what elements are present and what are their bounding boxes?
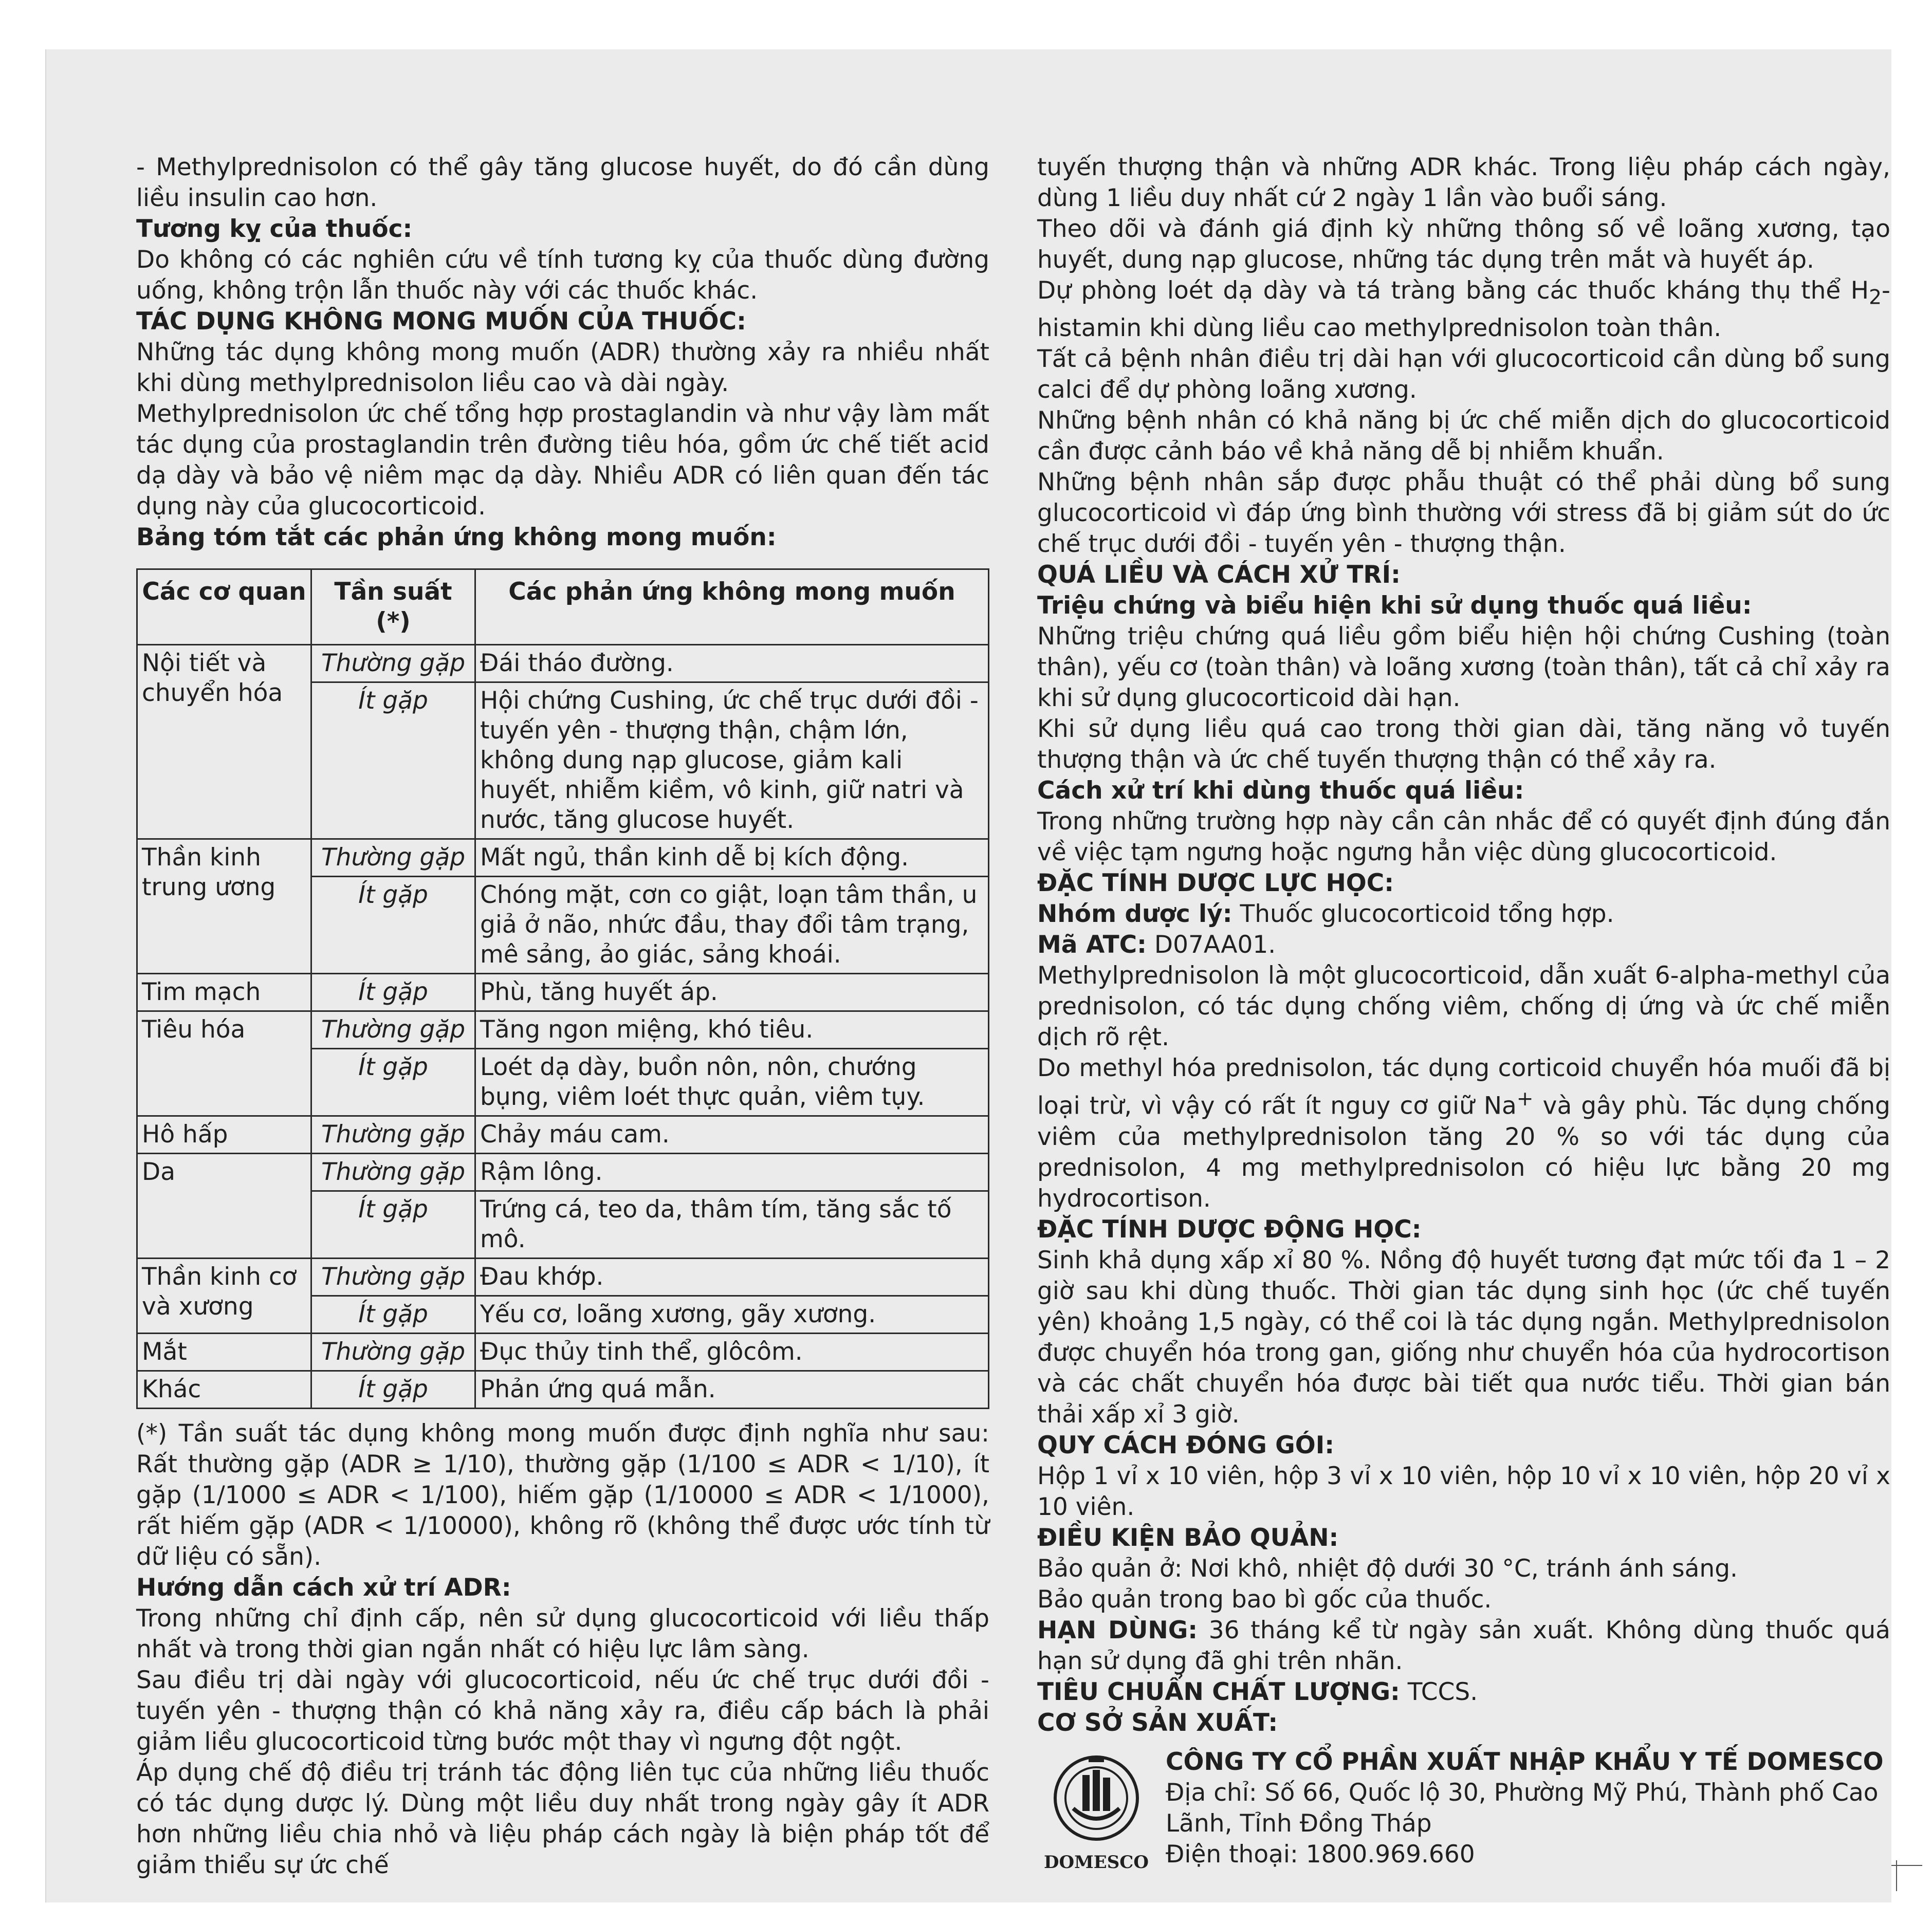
frequency-cell: Ít gặp	[311, 1191, 475, 1259]
table-row	[137, 645, 989, 682]
paragraph-management-1: Trong những chỉ định cấp, nên sử dụng glucocorticoid với liều thấp nhất và trong thời gian ngắn nhất có hiệu lực lâm sàng.	[136, 1604, 989, 1663]
frequency-cell: Thường gặp	[311, 1116, 475, 1154]
effect-cell: Mất ngủ, thần kinh dễ bị kích động.	[475, 839, 989, 877]
frequency-cell: Ít gặp	[311, 974, 475, 1011]
quality-standard-value: TCCS.	[1400, 1678, 1478, 1707]
frequency-cell: Thường gặp	[311, 1259, 475, 1296]
frequency-cell: Thường gặp	[311, 645, 475, 682]
text-part: Dự phòng loét dạ dày và tá tràng bằng các thuốc kháng thụ thể H	[1037, 276, 1869, 305]
organ-cell: Da	[137, 1154, 311, 1259]
organ-cell: Thần kinh trung ương	[137, 839, 311, 974]
effect-cell: Chảy máu cam.	[475, 1116, 989, 1154]
subscript-2: 2	[1869, 286, 1882, 309]
text-part: -histamin khi dùng liều cao methylprednisolon toàn thân.	[1037, 276, 1890, 343]
frequency-cell: Thường gặp	[311, 1011, 475, 1049]
paragraph-management-2: Sau điều trị dài ngày với glucocorticoid, nếu ức chế trục dưới đồi - tuyến yên - thượng thận có khả năng xảy ra, điều cấp bách là phải giảm liều glucocorticoid từng bước một thay vì ngưng đột ngột.	[136, 1666, 989, 1756]
effect-cell: Đục thủy tinh thể, glôcôm.	[475, 1334, 989, 1371]
left-column	[136, 152, 989, 1881]
frequency-cell: Thường gặp	[311, 1154, 475, 1191]
table-row	[137, 839, 989, 877]
heading-pharmacokinetics: ĐẶC TÍNH DƯỢC ĐỘNG HỌC:	[1037, 1215, 1422, 1244]
paragraph-adr-2: Methylprednisolon ức chế tổng hợp prostaglandin và như vậy làm mất tác dụng của prostaglandin trên đường tiêu hóa, gồm ức chế tiết acid dạ dày và bảo vệ niêm mạc dạ dày. Nhiều ADR có liên quan đến tác dụng này của glucocorticoid.	[136, 400, 989, 521]
paragraph-insulin: - Methylprednisolon có thể gây tăng glucose huyết, do đó cần dùng liều insulin cao hơn.	[136, 153, 989, 212]
crop-mark-icon	[1891, 1860, 1922, 1891]
organ-cell: Khác	[137, 1371, 311, 1409]
table-row	[137, 1371, 989, 1409]
effect-cell: Phù, tăng huyết áp.	[475, 974, 989, 1011]
effect-cell: Hội chứng Cushing, ức chế trục dưới đồi - tuyến yên - thượng thận, chậm lớn, không dung nạp glucose, giảm kali huyết, nhiễm kiềm, vô kinh, giữ natri và nước, tăng glucose huyết.	[475, 682, 989, 839]
organ-cell: Thần kinh cơ và xương	[137, 1259, 311, 1334]
leaflet-sheet	[45, 49, 1891, 1902]
table-header-row	[137, 569, 989, 645]
table-row	[137, 1259, 989, 1296]
paragraph-infection: Những bệnh nhân có khả năng bị ức chế miễn dịch do glucocorticoid cần được cảnh báo về khả năng dễ bị nhiễm khuẩn.	[1037, 406, 1890, 466]
frequency-cell: Ít gặp	[311, 682, 475, 839]
manufacturer-block	[1037, 1747, 1890, 1875]
organ-cell: Tiêu hóa	[137, 1011, 311, 1116]
adr-table	[136, 568, 989, 1409]
heading-adr-table: Bảng tóm tắt các phản ứng không mong muốn:	[136, 523, 777, 551]
table-footnote: (*) Tần suất tác dụng không mong muốn được định nghĩa như sau: Rất thường gặp (ADR ≥ 1/10), thường gặp (1/100 ≤ ADR < 1/10), ít gặp (1/1000 ≤ ADR < 1/100), hiếm gặp (1/10000 ≤ ADR < 1/1000), rất hiếm gặp (ADR < 1/10000), không rõ (không thể được ước tính từ dữ liệu có sẵn).	[136, 1419, 989, 1571]
text-part: Do methyl hóa prednisolon, tác dụng corticoid chuyển hóa muối đã bị loại trừ, vì vậy có rất ít nguy cơ giữ Na	[1037, 1054, 1890, 1121]
company-address: Địa chỉ: Số 66, Quốc lộ 30, Phường Mỹ Phú, Thành phố Cao Lãnh, Tỉnh Đồng Tháp	[1166, 1779, 1879, 1838]
expiry-label: HẠN DÙNG:	[1037, 1616, 1198, 1645]
paragraph-surgery: Những bệnh nhân sắp được phẫu thuật có thể phải dùng bổ sung glucocorticoid vì đáp ứng bình thường với stress đã bị giảm sút do ức chế trục dưới đồi - tuyến yên - thượng thận.	[1037, 468, 1890, 559]
table-row	[137, 1011, 989, 1049]
drug-group-value: Thuốc glucocorticoid tổng hợp.	[1232, 900, 1614, 929]
heading-packaging: QUY CÁCH ĐÓNG GÓI:	[1037, 1431, 1334, 1460]
frequency-cell: Ít gặp	[311, 1296, 475, 1334]
effect-cell: Đái tháo đường.	[475, 645, 989, 682]
frequency-cell: Ít gặp	[311, 1049, 475, 1116]
paragraph-overdose-treatment: Trong những trường hợp này cần cân nhắc để có quyết định đúng đắn về việc tạm ngưng hoặc ngưng hẳn việc dùng glucocorticoid.	[1037, 807, 1890, 867]
organ-cell: Mắt	[137, 1334, 311, 1371]
effect-cell: Trứng cá, teo da, thâm tím, tăng sắc tố mô.	[475, 1191, 989, 1259]
column-header-organ: Các cơ quan	[137, 569, 311, 645]
manufacturer-info	[1166, 1747, 1890, 1870]
company-phone: Điện thoại: 1800.969.660	[1166, 1840, 1475, 1869]
table-row	[137, 1154, 989, 1191]
table-row	[137, 1334, 989, 1371]
paragraph-pharmacokinetics: Sinh khả dụng xấp xỉ 80 %. Nồng độ huyết tương đạt mức tối đa 1 – 2 giờ sau khi dùng thuốc. Thời gian tác dụng sinh học (ức chế tuyến yên) khoảng 1,5 ngày, có thể coi là tác dụng ngắn. Methylprednisolon được chuyển hóa trong gan, giống như chuyển hóa của hydrocortison và các chất chuyển hóa được bài tiết qua nước tiểu. Thời gian bán thải xấp xỉ 3 giờ.	[1037, 1246, 1890, 1429]
frequency-cell: Thường gặp	[311, 1334, 475, 1371]
paragraph-quality-standard	[1037, 1677, 1890, 1708]
paragraph-drug-group	[1037, 899, 1890, 930]
paragraph-expiry	[1037, 1615, 1890, 1677]
domesco-logo	[1037, 1747, 1155, 1875]
paragraph-monitoring: Theo dõi và đánh giá định kỳ những thông số về loãng xương, tạo huyết, dung nạp glucose, những tác dụng trên mắt và huyết áp.	[1037, 215, 1890, 274]
frequency-cell: Ít gặp	[311, 877, 475, 974]
paragraph-pharmacodynamics-2	[1037, 1053, 1890, 1214]
table-row	[137, 974, 989, 1011]
heading-manufacturer: CƠ SỞ SẢN XUẤT:	[1037, 1709, 1278, 1737]
paragraph-management-3: Áp dụng chế độ điều trị tránh tác động liên tục của những liều thuốc có tác dụng dược lý. Dùng một liều duy nhất trong ngày gây ít ADR hơn những liều chia nhỏ và liệu pháp cách ngày là biện pháp tốt để giảm thiểu sự ức chế	[136, 1759, 989, 1879]
frequency-cell: Ít gặp	[311, 1371, 475, 1409]
paragraph-symptoms-2: Khi sử dụng liều quá cao trong thời gian dài, tăng năng vỏ tuyến thượng thận và ức chế tuyến thượng thận có thể xảy ra.	[1037, 715, 1890, 774]
drug-group-label: Nhóm dược lý:	[1037, 900, 1232, 929]
effect-cell: Tăng ngon miệng, khó tiêu.	[475, 1011, 989, 1049]
organ-cell: Nội tiết và chuyển hóa	[137, 645, 311, 839]
effect-cell: Rậm lông.	[475, 1154, 989, 1191]
effect-cell: Phản ứng quá mẫn.	[475, 1371, 989, 1409]
expiry-value: 36 tháng kể từ ngày sản xuất. Không dùng thuốc quá hạn sử dụng đã ghi trên nhãn.	[1037, 1616, 1890, 1676]
paragraph-packaging: Hộp 1 vỉ x 10 viên, hộp 3 vỉ x 10 viên, hộp 10 vỉ x 10 viên, hộp 20 vỉ x 10 viên.	[1037, 1462, 1890, 1522]
logo-wordmark: DOMESCO	[1044, 1852, 1149, 1873]
heading-overdose-treatment: Cách xử trí khi dùng thuốc quá liều:	[1037, 776, 1524, 805]
column-header-effects: Các phản ứng không mong muốn	[475, 569, 989, 645]
heading-pharmacodynamics: ĐẶC TÍNH DƯỢC LỰC HỌC:	[1037, 869, 1394, 898]
effect-cell: Loét dạ dày, buồn nôn, nôn, chướng bụng, viêm loét thực quản, viêm tụy.	[475, 1049, 989, 1116]
organ-cell: Tim mạch	[137, 974, 311, 1011]
column-header-frequency: Tần suất (*)	[311, 569, 475, 645]
frequency-cell: Thường gặp	[311, 839, 475, 877]
atc-label: Mã ATC:	[1037, 931, 1147, 959]
heading-adverse-effects: TÁC DỤNG KHÔNG MONG MUỐN CỦA THUỐC:	[136, 307, 746, 336]
heading-adr-management: Hướng dẫn cách xử trí ADR:	[136, 1574, 511, 1602]
heading-overdose: QUÁ LIỀU VÀ CÁCH XỬ TRÍ:	[1037, 561, 1401, 589]
quality-standard-label: TIÊU CHUẨN CHẤT LƯỢNG:	[1037, 1678, 1400, 1707]
paragraph-tuong-ky: Do không có các nghiên cứu về tính tương kỵ của thuốc dùng đường uống, không trộn lẫn thuốc này với các thuốc khác.	[136, 246, 989, 305]
paragraph-atc	[1037, 930, 1890, 960]
paragraph-symptoms-1: Những triệu chứng quá liều gồm biểu hiện hội chứng Cushing (toàn thân), yếu cơ (toàn thân) và loãng xương (toàn thân), tất cả chỉ xảy ra khi sử dụng glucocorticoid dài hạn.	[1037, 622, 1890, 713]
right-column	[1037, 152, 1890, 1875]
text-part: và gây phù. Tác dụng chống viêm của methylprednisolon tăng 20 % so với tác dụng của prednisolon, 4 mg methylprednisolon có hiệu lực bằng 20 mg hydrocortison.	[1037, 1092, 1890, 1213]
effect-cell: Yếu cơ, loãng xương, gãy xương.	[475, 1296, 989, 1334]
atc-value: D07AA01.	[1146, 931, 1276, 959]
paragraph-continuation: tuyến thượng thận và những ADR khác. Trong liệu pháp cách ngày, dùng 1 liều duy nhất cứ 2 ngày 1 lần vào buổi sáng.	[1037, 153, 1890, 212]
heading-tuong-ky: Tương kỵ của thuốc:	[136, 215, 413, 243]
paragraph-adr-1: Những tác dụng không mong muốn (ADR) thường xảy ra nhiều nhất khi dùng methylprednisolon liều cao và dài ngày.	[136, 338, 989, 397]
paragraph-calcium: Tất cả bệnh nhân điều trị dài hạn với glucocorticoid cần dùng bổ sung calci để dự phòng loãng xương.	[1037, 345, 1890, 404]
effect-cell: Đau khớp.	[475, 1259, 989, 1296]
paragraph-ulcer-prevention	[1037, 275, 1890, 344]
effect-cell: Chóng mặt, cơn co giật, loạn tâm thần, u giả ở não, nhức đầu, thay đổi tâm trạng, mê sảng, ảo giác, sảng khoái.	[475, 877, 989, 974]
company-name: CÔNG TY CỔ PHẦN XUẤT NHẬP KHẨU Y TẾ DOMESCO	[1166, 1748, 1884, 1777]
heading-overdose-symptoms: Triệu chứng và biểu hiện khi sử dụng thuốc quá liều:	[1037, 591, 1752, 620]
domesco-logo-icon	[1037, 1747, 1155, 1850]
heading-storage: ĐIỀU KIỆN BẢO QUẢN:	[1037, 1524, 1339, 1552]
paragraph-storage-2: Bảo quản trong bao bì gốc của thuốc.	[1037, 1585, 1492, 1614]
superscript-plus: +	[1516, 1087, 1534, 1111]
table-row	[137, 1116, 989, 1154]
paragraph-pharmacodynamics-1: Methylprednisolon là một glucocorticoid, dẫn xuất 6-alpha-methyl của prednisolon, có tác dụng chống viêm, chống dị ứng và ức chế miễn dịch rõ rệt.	[1037, 962, 1890, 1052]
paragraph-storage-1: Bảo quản ở: Nơi khô, nhiệt độ dưới 30 °C, tránh ánh sáng.	[1037, 1555, 1738, 1583]
organ-cell: Hô hấp	[137, 1116, 311, 1154]
